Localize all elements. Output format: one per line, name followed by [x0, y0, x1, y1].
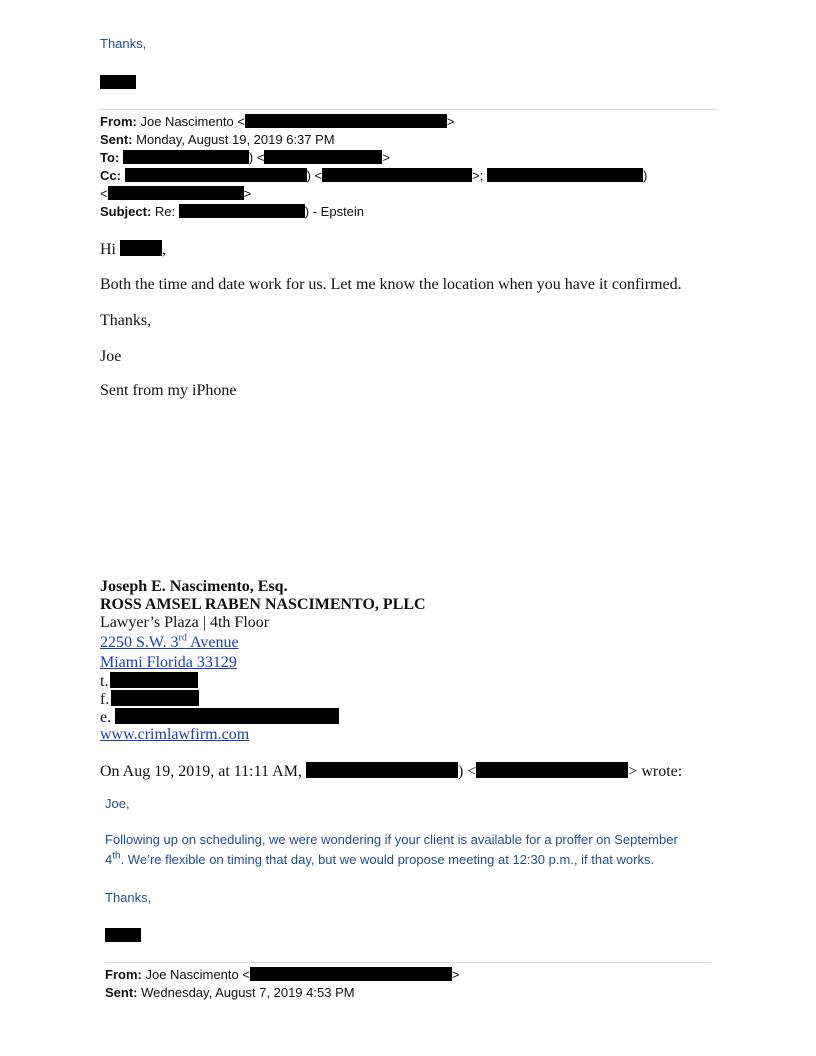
- redacted-fax: [111, 690, 199, 706]
- quoted-thanks: Thanks,: [105, 890, 152, 905]
- sent-label-2: Sent:: [105, 985, 138, 1000]
- quote-header: [100, 762, 682, 781]
- signature-phone: [100, 672, 198, 691]
- from-end-2: >: [451, 967, 460, 982]
- redacted-name: [125, 168, 307, 182]
- redacted-email: [115, 708, 339, 724]
- redacted-email: [250, 967, 452, 981]
- subject-label: Subject:: [100, 204, 152, 219]
- signature-email: [100, 708, 339, 727]
- from-line-2: [105, 967, 459, 982]
- signature-website[interactable]: [100, 726, 249, 744]
- address-link[interactable]: [100, 634, 239, 651]
- redacted-email: [108, 186, 244, 200]
- address1-pre: 2250 S.W. 3: [100, 634, 179, 651]
- to-end: >: [382, 150, 391, 165]
- quoted-redacted-signature: [105, 927, 141, 945]
- website-link[interactable]: www.crimlawfirm.com: [100, 726, 250, 743]
- signature-fax: [100, 690, 199, 709]
- cc-mid: ) <: [306, 168, 323, 183]
- redacted-email: [322, 168, 472, 182]
- line2-sup: th: [112, 850, 121, 862]
- body-name: Joe: [100, 348, 122, 365]
- signature-address-line1[interactable]: [100, 634, 239, 652]
- address2-link[interactable]: Miami Florida 33129: [100, 654, 237, 671]
- closing-thanks: Thanks,: [100, 36, 147, 51]
- redacted-signature: [100, 74, 136, 92]
- quoted-paragraph-line2: [105, 852, 654, 867]
- cc-label: Cc:: [100, 168, 121, 183]
- redacted-email: [245, 114, 447, 128]
- header-divider: [100, 109, 716, 110]
- redacted-name: [123, 150, 249, 164]
- header-divider-2: [105, 962, 711, 963]
- phone-label: t.: [100, 673, 109, 690]
- redacted-name: [487, 168, 643, 182]
- quote-suffix: > wrote:: [628, 763, 683, 780]
- body-thanks: Thanks,: [100, 312, 152, 329]
- quote-mid: ) <: [457, 763, 477, 780]
- cc-paren: ): [642, 168, 648, 183]
- address1-post: Avenue: [186, 634, 239, 651]
- sent-line-2: [105, 985, 355, 1000]
- quoted-paragraph-line1: Following up on scheduling, we were wondering if your client is available for a proffer on September: [105, 832, 678, 847]
- subject-suffix: ) - Epstein: [304, 204, 365, 219]
- greeting-text: Hi: [100, 241, 116, 258]
- redacted-name: [306, 762, 458, 778]
- body-paragraph: Both the time and date work for us. Let me know the location when you have it confirmed.: [100, 276, 682, 293]
- greeting-comma: ,: [162, 241, 166, 258]
- fax-label: f.: [100, 691, 110, 708]
- redacted-phone: [110, 672, 198, 688]
- greeting: [100, 240, 166, 259]
- from-label: From:: [100, 114, 137, 129]
- to-mid: ) <: [248, 150, 265, 165]
- redacted-email: [476, 762, 628, 778]
- signature-name-text: Joseph E. Nascimento, Esq.: [100, 578, 288, 595]
- to-label: To:: [100, 150, 120, 165]
- signature-name: [100, 578, 288, 596]
- sent-label: Sent:: [100, 132, 133, 147]
- email-label: e.: [100, 709, 112, 726]
- quoted-greeting: Joe,: [105, 796, 130, 811]
- sent-from-iphone: Sent from my iPhone: [100, 382, 237, 399]
- cc-sep: >;: [472, 168, 484, 183]
- sent-line: [100, 132, 335, 147]
- from-name: Joe Nascimento <: [140, 114, 245, 129]
- signature-address-line2[interactable]: [100, 654, 237, 672]
- from-line: [100, 114, 454, 129]
- line2-post: . We’re flexible on timing that day, but we would propose meeting at 12:30 p.m., if that works.: [120, 852, 655, 867]
- subject-line: [100, 204, 364, 219]
- line2-pre: 4: [105, 852, 113, 867]
- from-end: >: [446, 114, 455, 129]
- cc-line-continued: [100, 186, 251, 201]
- from-name-2: Joe Nascimento <: [145, 967, 250, 982]
- signature-firm-text: ROSS AMSEL RABEN NASCIMENTO, PLLC: [100, 596, 426, 613]
- quote-prefix: On Aug 19, 2019, at 11:11 AM,: [100, 763, 302, 780]
- address1-sup: rd: [178, 632, 187, 644]
- cc-line: [100, 168, 647, 183]
- redacted-email: [264, 150, 382, 164]
- sent-value: Monday, August 19, 2019 6:37 PM: [136, 132, 335, 147]
- from-label-2: From:: [105, 967, 142, 982]
- cc-end: >: [243, 186, 252, 201]
- to-line: [100, 150, 390, 165]
- signature-building: Lawyer’s Plaza | 4th Floor: [100, 614, 270, 631]
- sent-value-2: Wednesday, August 7, 2019 4:53 PM: [141, 985, 355, 1000]
- signature-firm: [100, 596, 426, 614]
- subject-prefix: Re:: [154, 204, 176, 219]
- cc-lt: <: [100, 186, 108, 201]
- redacted-case: [179, 204, 305, 218]
- redacted-name: [120, 240, 162, 256]
